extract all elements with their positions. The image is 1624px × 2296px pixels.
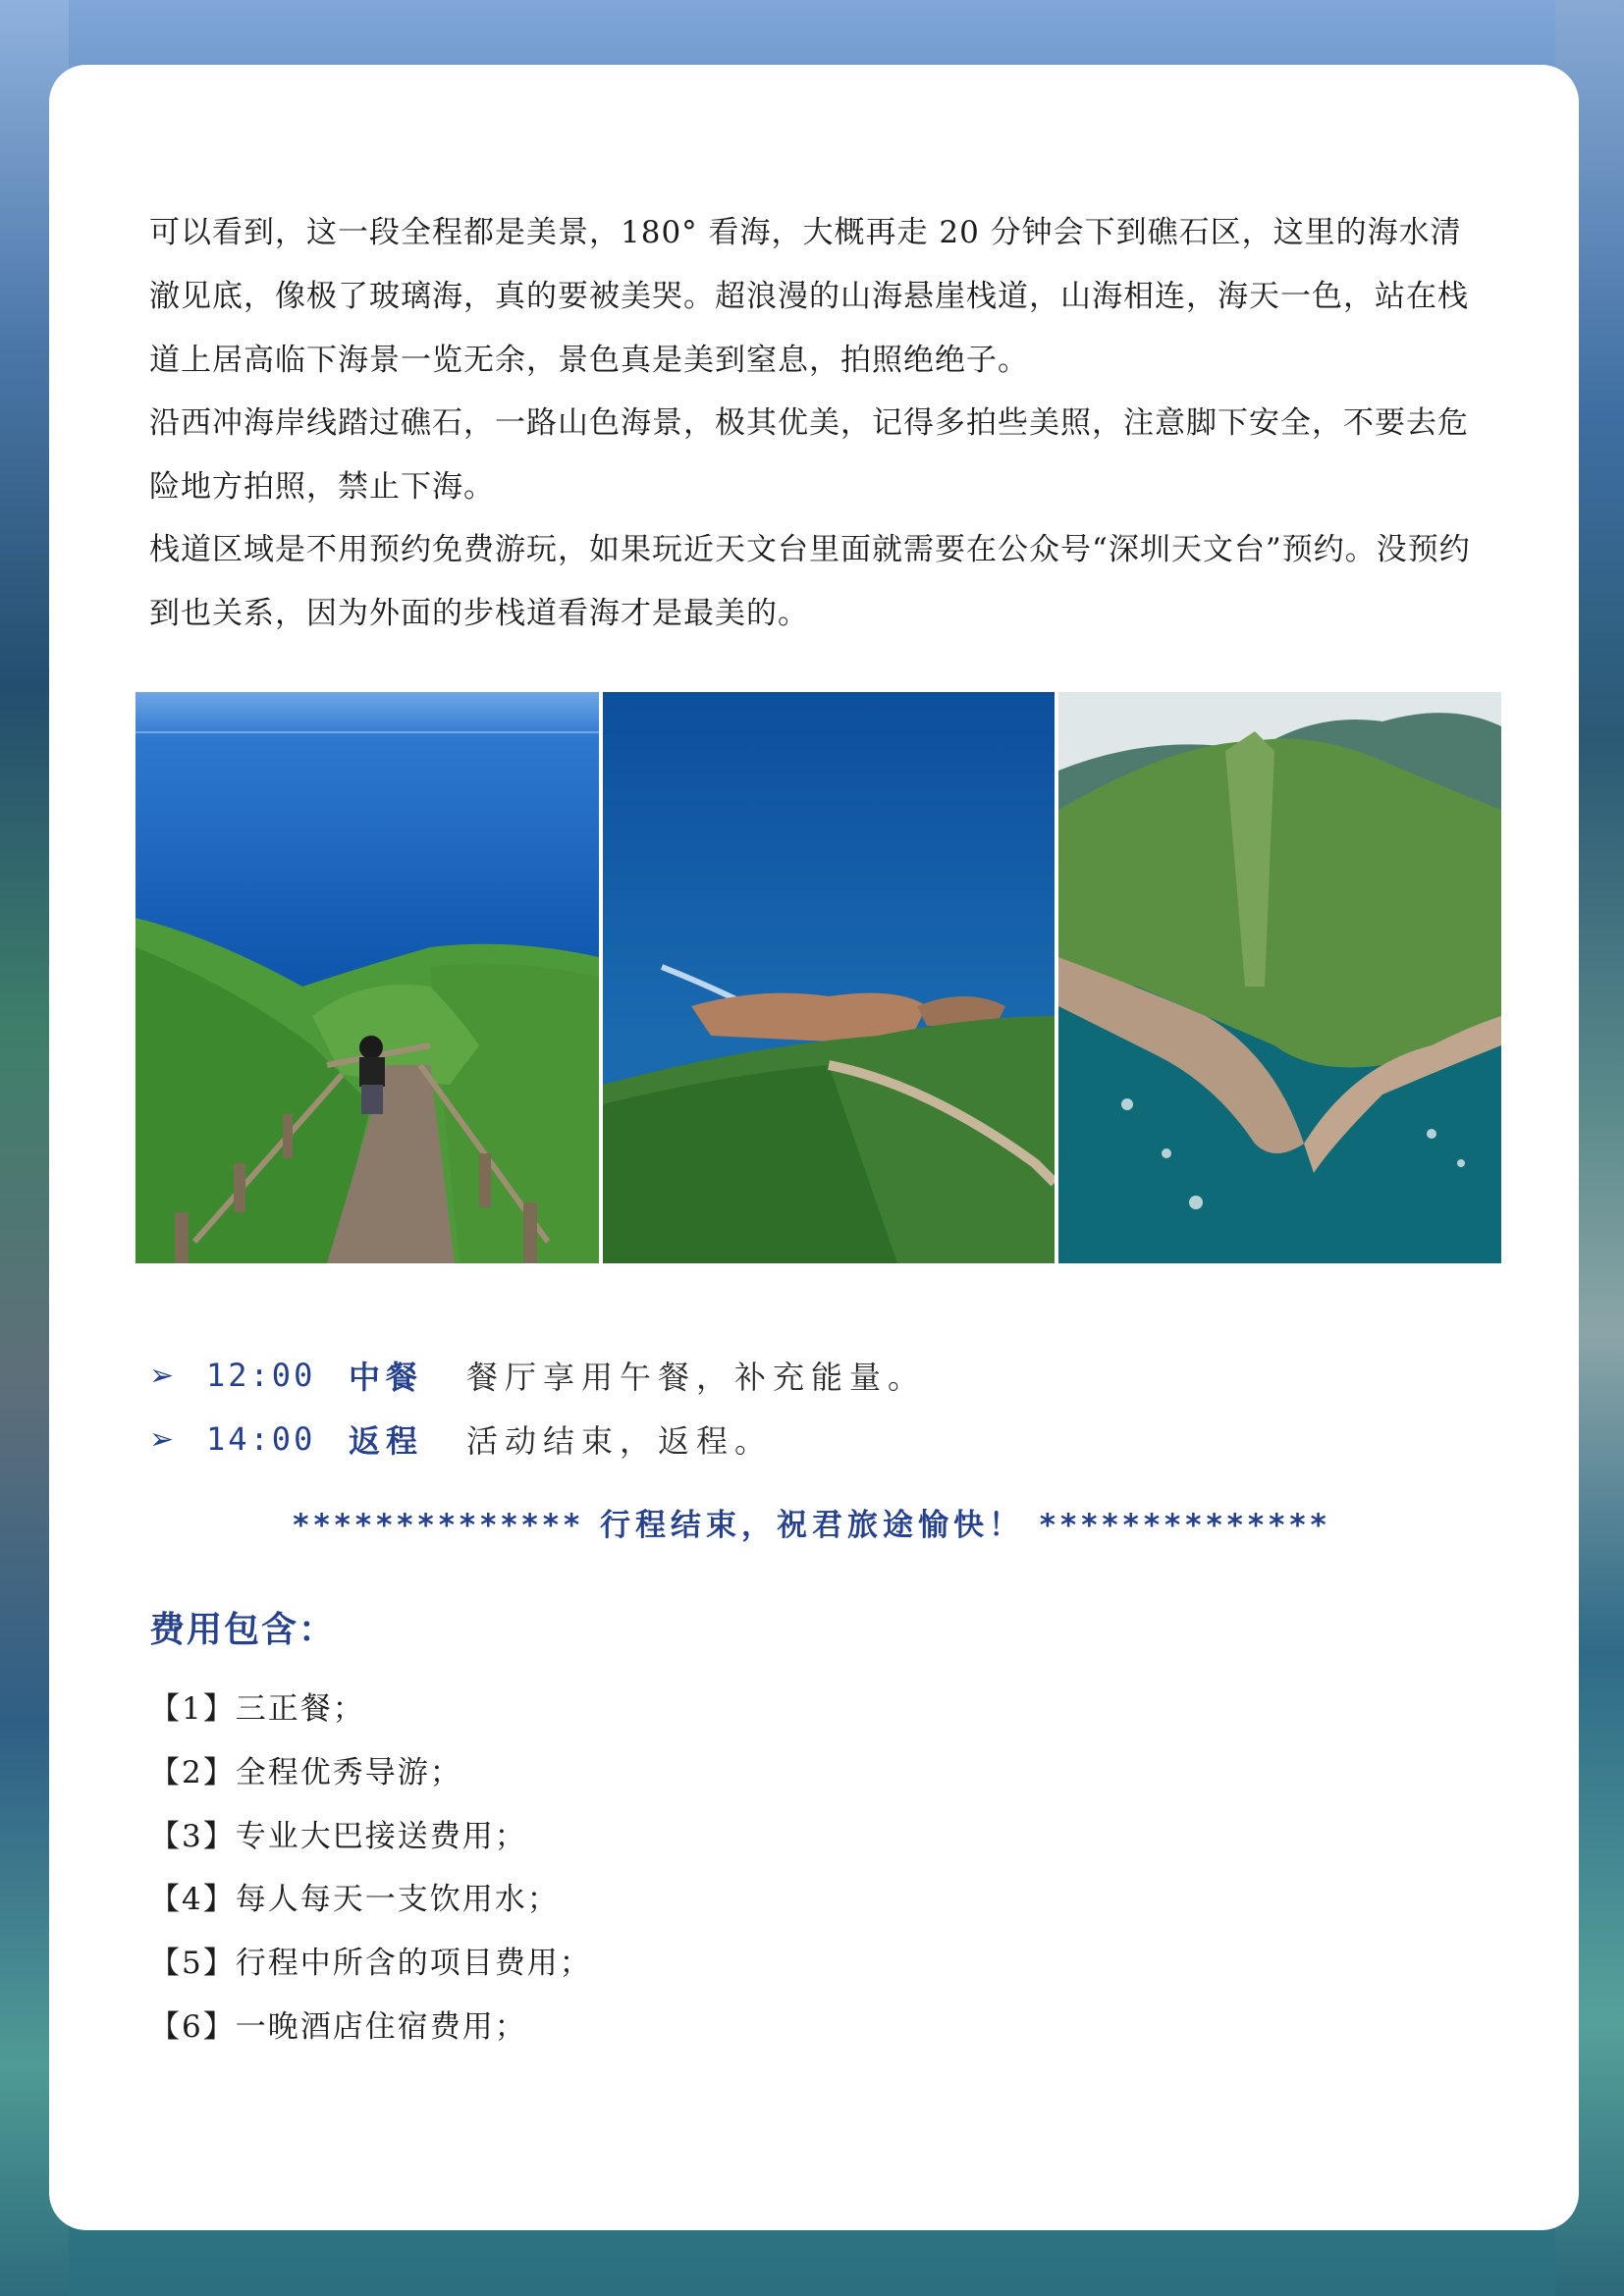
fees-heading: 费用包含： xyxy=(149,1610,337,1650)
arrow-icon: ➢ xyxy=(149,1421,179,1457)
intro-paragraph-2: 沿西冲海岸线踏过礁石，一路山色海景，极其优美，记得多拍些美照，注意脚下安全，不要去危险地方拍照，禁止下海。 xyxy=(149,405,1469,505)
fee-item: 【6】一晚酒店住宿费用； xyxy=(149,2009,527,2045)
fee-item: 【3】专业大巴接送费用； xyxy=(149,1819,527,1854)
photo-aerial-coastline xyxy=(1058,692,1501,1263)
fee-item: 【2】全程优秀导游； xyxy=(149,1755,462,1790)
arrow-icon: ➢ xyxy=(149,1358,179,1393)
schedule-row-lunch xyxy=(149,1351,926,1400)
photo-cliff-stairway xyxy=(135,692,599,1263)
intro-paragraph-3: 栈道区域是不用预约免费游玩，如果玩近天文台里面就需要在公众号“深圳天文台”预约。没预约到也关系，因为外面的步栈道看海才是最美的。 xyxy=(149,532,1471,631)
schedule-time: 14:00 xyxy=(206,1420,316,1458)
fee-item: 【5】行程中所含的项目费用； xyxy=(149,1946,592,1981)
schedule-title: 返程 xyxy=(349,1422,424,1460)
intro-paragraph-1: 可以看到，这一段全程都是美景，180° 看海，大概再走 20 分钟会下到礁石区，这里的海水清澈见底，像极了玻璃海，真的要被美哭。超浪漫的山海悬崖栈道，山海相连，海天一色，站在栈道上居高临下海景一览无余，景色真是美到窒息，拍照绝绝子。 xyxy=(149,215,1469,378)
photo-overhead-sea xyxy=(603,692,1055,1263)
fee-item: 【1】三正餐； xyxy=(149,1691,365,1727)
closing-message: ************** 行程结束，祝君旅途愉快！ ************** xyxy=(293,1508,1331,1543)
schedule-title: 中餐 xyxy=(349,1359,424,1396)
schedule-description: 餐厅享用午餐，补充能量。 xyxy=(466,1359,927,1396)
photo-strip xyxy=(135,692,1501,1263)
schedule-row-return xyxy=(149,1415,773,1464)
schedule-description: 活动结束，返程。 xyxy=(466,1422,774,1460)
fee-item: 【4】每人每天一支饮用水； xyxy=(149,1882,560,1917)
schedule-time: 12:00 xyxy=(206,1357,316,1394)
